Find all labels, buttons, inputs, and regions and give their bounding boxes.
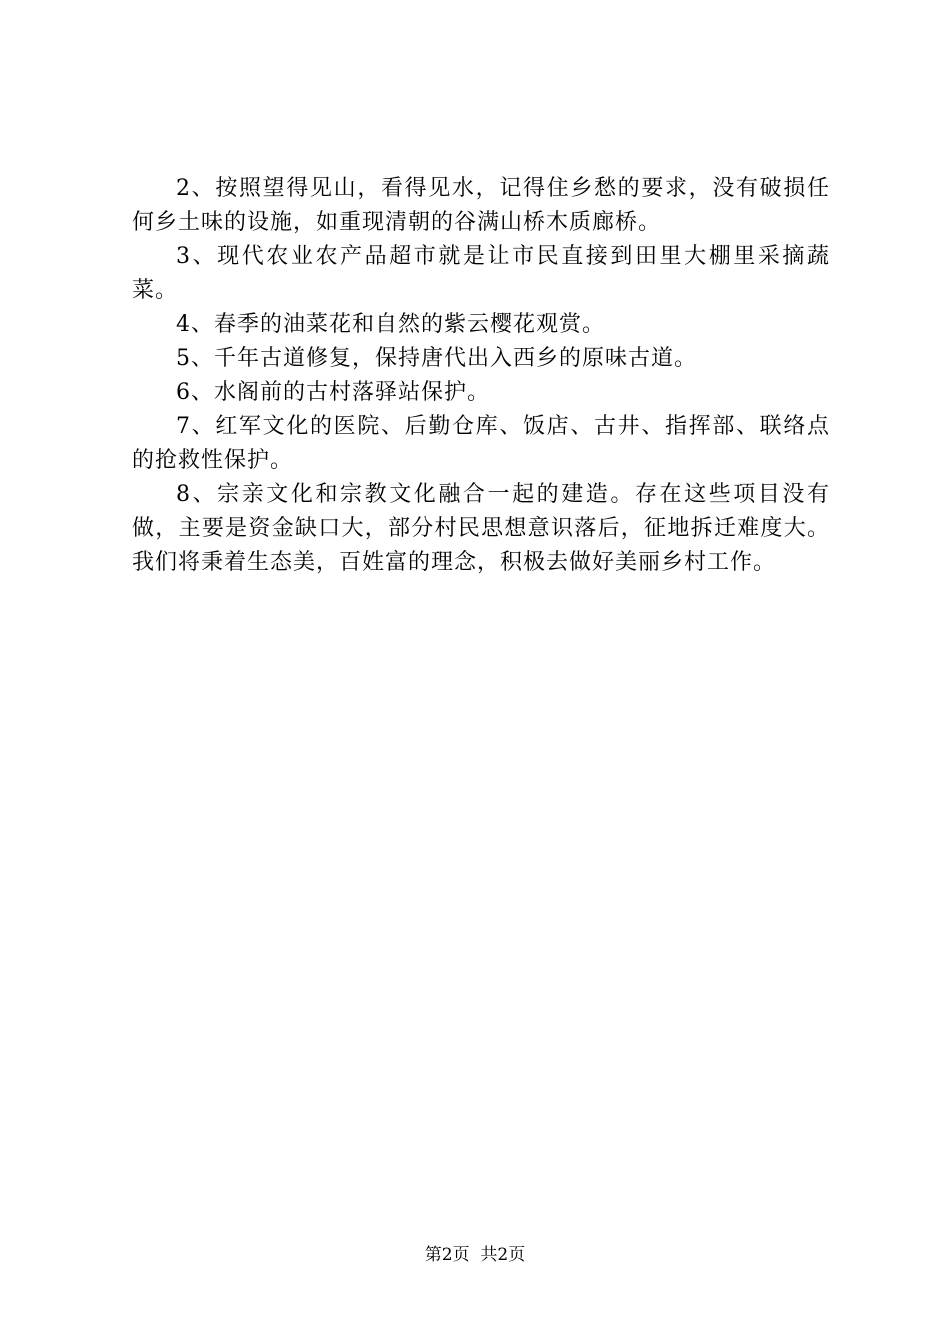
paragraph-item-2: 2、按照望得见山，看得见水，记得住乡愁的要求，没有破损任何乡土味的设施，如重现清朝的谷满山桥木质廊桥。 [132, 176, 830, 235]
paragraph-item-3: 3、现代农业农产品超市就是让市民直接到田里大棚里采摘蔬菜。 [132, 244, 830, 303]
paragraph-item-7: 7、红军文化的医院、后勤仓库、饭店、古井、指挥部、联络点的抢救性保护。 [132, 414, 830, 473]
paragraph-item-5: 5、千年古道修复，保持唐代出入西乡的原味古道。 [176, 346, 697, 371]
document-body [132, 172, 830, 580]
page-number-footer: 第2页 共2页 [424, 1245, 526, 1265]
paragraph-item-4: 4、春季的油菜花和自然的紫云樱花观赏。 [176, 312, 605, 337]
paragraph-item-8: 8、宗亲文化和宗教文化融合一起的建造。存在这些项目没有做，主要是资金缺口大，部分村民思想意识落后，征地拆迁难度大。我们将秉着生态美，百姓富的理念，积极去做好美丽乡村工作。 [132, 482, 830, 575]
paragraph-item-6: 6、水阁前的古村落驿站保护。 [176, 380, 490, 405]
